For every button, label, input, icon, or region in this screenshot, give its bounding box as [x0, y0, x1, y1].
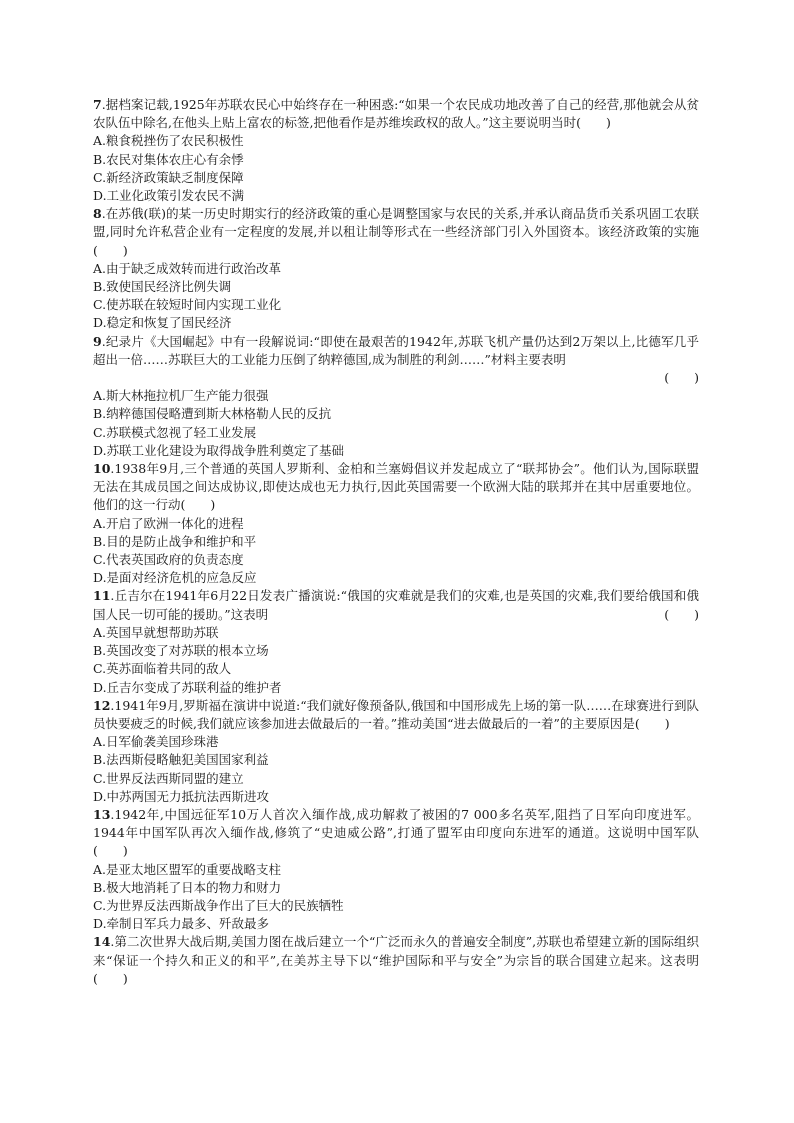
- question-number: 8: [93, 206, 102, 222]
- option-a: A.日军偷袭美国珍珠港: [93, 734, 219, 750]
- option-c: C.新经济政策缺乏制度保障: [93, 169, 244, 185]
- option-d: D.丘吉尔变成了苏联利益的维护者: [93, 679, 282, 695]
- option-b: B.纳粹德国侵略遭到斯大林格勒人民的反抗: [93, 406, 332, 422]
- question-7: [93, 96, 699, 205]
- option-a: A.英国早就想帮助苏联: [93, 624, 219, 640]
- question-13: [93, 806, 699, 933]
- question-8: [93, 205, 699, 332]
- option-d: D.稳定和恢复了国民经济: [93, 315, 232, 331]
- option-b: B.极大地消耗了日本的物力和财力: [93, 879, 282, 895]
- answer-bracket: ( ): [664, 370, 699, 386]
- option-b: B.法西斯侵略触犯美国国家利益: [93, 752, 269, 768]
- option-d: D.工业化政策引发农民不满: [93, 188, 245, 204]
- option-c: C.世界反法西斯同盟的建立: [93, 770, 244, 786]
- option-a: A.是亚太地区盟军的重要战略支柱: [93, 861, 282, 877]
- option-c: C.代表英国政府的负责态度: [93, 552, 244, 568]
- option-b: B.农民对集体农庄心有余悸: [93, 151, 244, 167]
- option-d: D.中苏两国无力抵抗法西斯进攻: [93, 788, 270, 804]
- option-c: C.为世界反法西斯战争作出了巨大的民族牺牲: [93, 897, 344, 913]
- question-stem: .1938年9月,三个普通的英国人罗斯利、金柏和兰塞姆倡议并发起成立了“联邦协会”。他们认为,国际联盟无法在其成员国之间达成协议,即使达成也无力执行,因此英国需要一个欧洲大陆的联邦并在其中居重要地位。他们的这一行动( ): [93, 461, 699, 513]
- option-b: B.英国改变了对苏联的根本立场: [93, 643, 269, 659]
- question-stem: .纪录片《大国崛起》中有一段解说词:“即使在最艰苦的1942年,苏联飞机产量仍达到2万架以上,比德军几乎超出一倍……苏联巨大的工业能力压倒了纳粹德国,成为制胜的利剑……”材料主要表明: [93, 333, 699, 367]
- question-stem: .丘吉尔在1941年6月22日发表广播演说:“俄国的灾难就是我们的灾难,也是英国的灾难,我们要给俄国和俄国人民一切可能的援助。”这表明: [93, 588, 699, 622]
- question-10: [93, 460, 699, 587]
- question-number: 9: [93, 333, 102, 349]
- question-11: [93, 587, 699, 696]
- question-stem: .在苏俄(联)的某一历史时期实行的经济政策的重心是调整国家与农民的关系,并承认商品货币关系巩固工农联盟,同时允许私营企业有一定程度的发展,并以租让制等形式在一些经济部门引入外国资本。该经济政策的实施( ): [93, 206, 699, 258]
- option-d: D.牵制日军兵力最多、歼敌最多: [93, 916, 270, 932]
- option-a: A.粮食税挫伤了农民积极性: [93, 133, 244, 149]
- option-a: A.斯大林拖拉机厂生产能力很强: [93, 388, 269, 404]
- question-stem: .1942年,中国远征军10万人首次入缅作战,成功解救了被困的7 000多名英军,阻挡了日军向印度进军。1944年中国军队再次入缅作战,修筑了“史迪威公路”,打通了盟军由印度向东进军的通道。这说明中国军队( ): [93, 806, 699, 859]
- question-14: [93, 933, 699, 988]
- question-number: 10: [93, 461, 111, 477]
- question-number: 7: [93, 97, 102, 112]
- question-stem: .第二次世界大战后期,美国力图在战后建立一个“广泛而永久的普遍安全制度”,苏联也希望建立新的国际组织来“保证一个持久和正义的和平”,在美苏主导下以“维护国际和平与安全”为宗旨的联合国建立起来。这表明( ): [93, 934, 699, 986]
- option-c: C.英苏面临着共同的敌人: [93, 661, 232, 677]
- option-d: D.是面对经济危机的应急反应: [93, 570, 257, 586]
- option-a: A.由于缺乏成效转而进行政治改革: [93, 260, 282, 276]
- option-b: B.目的是防止战争和维护和平: [93, 533, 257, 549]
- question-number: 14: [93, 934, 111, 950]
- question-number: 12: [93, 697, 111, 713]
- answer-bracket: ( ): [664, 606, 699, 622]
- question-number: 13: [93, 806, 111, 822]
- option-b: B.致使国民经济比例失调: [93, 279, 232, 295]
- question-list: [93, 96, 699, 988]
- question-9: [93, 333, 699, 460]
- question-12: [93, 697, 699, 806]
- option-a: A.开启了欧洲一体化的进程: [93, 515, 244, 531]
- option-c: C.使苏联在较短时间内实现工业化: [93, 297, 282, 313]
- question-number: 11: [93, 588, 111, 604]
- option-c: C.苏联模式忽视了轻工业发展: [93, 424, 257, 440]
- option-d: D.苏联工业化建设为取得战争胜利奠定了基础: [93, 442, 345, 458]
- question-stem: .据档案记载,1925年苏联农民心中始终存在一种困惑:“如果一个农民成功地改善了自己的经营,那他就会从贫农队伍中除名,在他头上贴上富农的标签,把他看作是苏维埃政权的敌人。”这主要说明当时( ): [93, 97, 699, 131]
- question-stem: .1941年9月,罗斯福在演讲中说道:“我们就好像预备队,俄国和中国形成先上场的第一队……在球赛进行到队员快要疲乏的时候,我们就应该参加进去做最后的一着。”推动美国“进去做最后的一着”的主要原因是( ): [93, 697, 699, 731]
